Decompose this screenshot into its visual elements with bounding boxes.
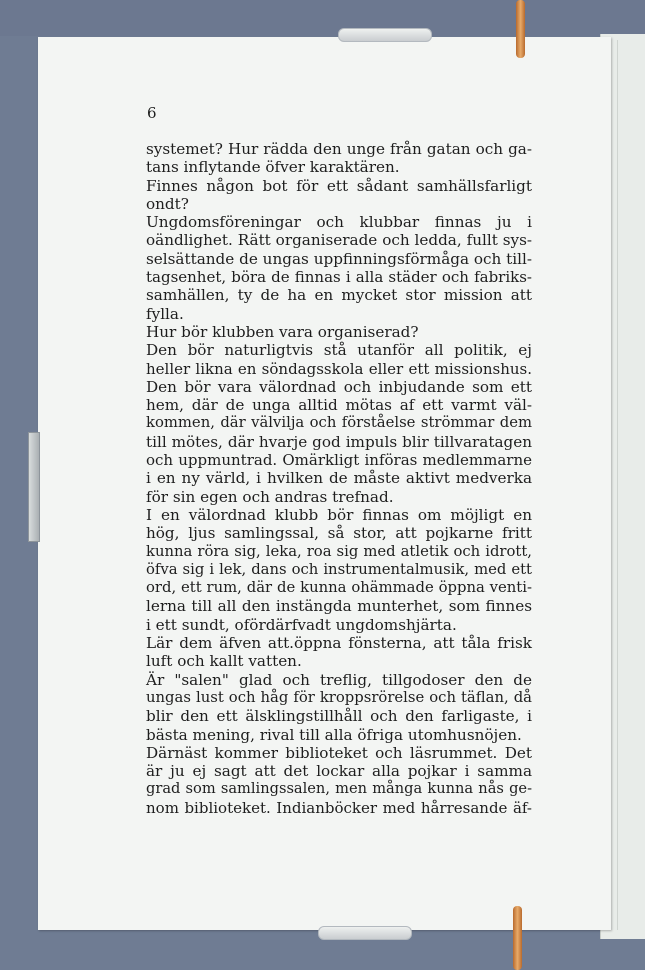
text-line: ungas lust och håg för kroppsrörelse och täflan, då [146,688,532,706]
text-line: Den bör naturligtvis stå utanför all politik, ej [146,341,532,360]
text-line: selsättande de ungas uppfinningsförmåga och till- [146,249,532,268]
top-pin [516,0,525,58]
page-stack-edge [617,40,618,930]
text-line: fylla. [146,304,184,323]
text-line: i en ny värld, i hvilken de måste aktivt medverka [146,469,532,488]
text-line: grad som samlingssalen, men många kunna nås ge- [146,780,532,798]
text-line: oändlighet. Rätt organiserade och ledda, fullt sys- [146,231,532,250]
text-line: Lär dem äfven att.öppna fönsterna, att tåla frisk [146,634,532,653]
text-line: är ju ej sagt att det lockar alla pojkar i samma [146,762,532,781]
text-line: heller likna en söndagsskola eller ett missionshus. [146,359,532,378]
text-line: öfva sig i lek, dans och instrumentalmusik, med ett [146,560,532,578]
page-number: 6 [147,104,157,122]
text-line: bästa mening, rival till alla öfriga utomhusnöjen. [146,725,522,744]
scan-backdrop [0,0,645,36]
text-line: för sin egen och andras trefnad. [146,487,394,506]
text-line: blir den ett älsklingstillhåll och den farligaste, i [146,707,532,726]
text-line: hem, där de unga alltid mötas af ett varmt väl- [146,396,532,415]
text-line: tans inflytande öfver karaktären. [146,158,400,177]
text-line: Finnes någon bot för ett sådant samhällsfarligt [146,176,532,195]
text-line: luft och kallt vatten. [146,652,302,671]
text-line: nom biblioteket. Indianböcker med hårresande äf- [146,798,532,817]
text-line: samhällen, ty de ha en mycket stor mission att [146,286,532,305]
text-line: Den bör vara välordnad och inbjudande som ett [146,377,532,396]
text-line: Ungdomsföreningar och klubbar finnas ju i [146,213,532,232]
bottom-clip [318,926,412,940]
binding-tab [28,432,40,542]
top-clip [338,28,432,42]
text-line: tagsenhet, böra de finnas i alla städer och fabriks- [146,268,532,287]
text-line: till mötes, där hvarje god impuls blir tillvaratagen [146,432,532,451]
text-line: och uppmuntrad. Omärkligt införas medlemmarne [146,451,532,470]
bottom-pin [513,906,522,970]
text-line: ondt? [146,194,189,213]
text-line: Är "salen" glad och treflig, tillgodoser den de [146,670,532,689]
text-line: i ett sundt, ofördärfvadt ungdomshjärta. [146,615,457,634]
text-line: I en välordnad klubb bör finnas om möjligt en [146,505,532,524]
text-line: Hur bör klubben vara organiserad? [146,322,419,341]
text-line: systemet? Hur rädda den unge från gatan och ga- [146,140,532,158]
text-line: hög, ljus samlingssal, så stor, att pojkarne fritt [146,524,532,543]
text-line: kunna röra sig, leka, roa sig med atletik och idrott, [146,542,532,560]
text-line: lerna till all den instängda munterhet, som finnes [146,597,532,616]
text-line: ord, ett rum, där de kunna ohämmade öppna venti- [146,579,532,597]
body-text [146,140,532,817]
text-line: kommen, där välvilja och förståelse strömmar dem [146,414,532,432]
text-line: Därnäst kommer biblioteket och läsrummet. Det [146,743,532,762]
